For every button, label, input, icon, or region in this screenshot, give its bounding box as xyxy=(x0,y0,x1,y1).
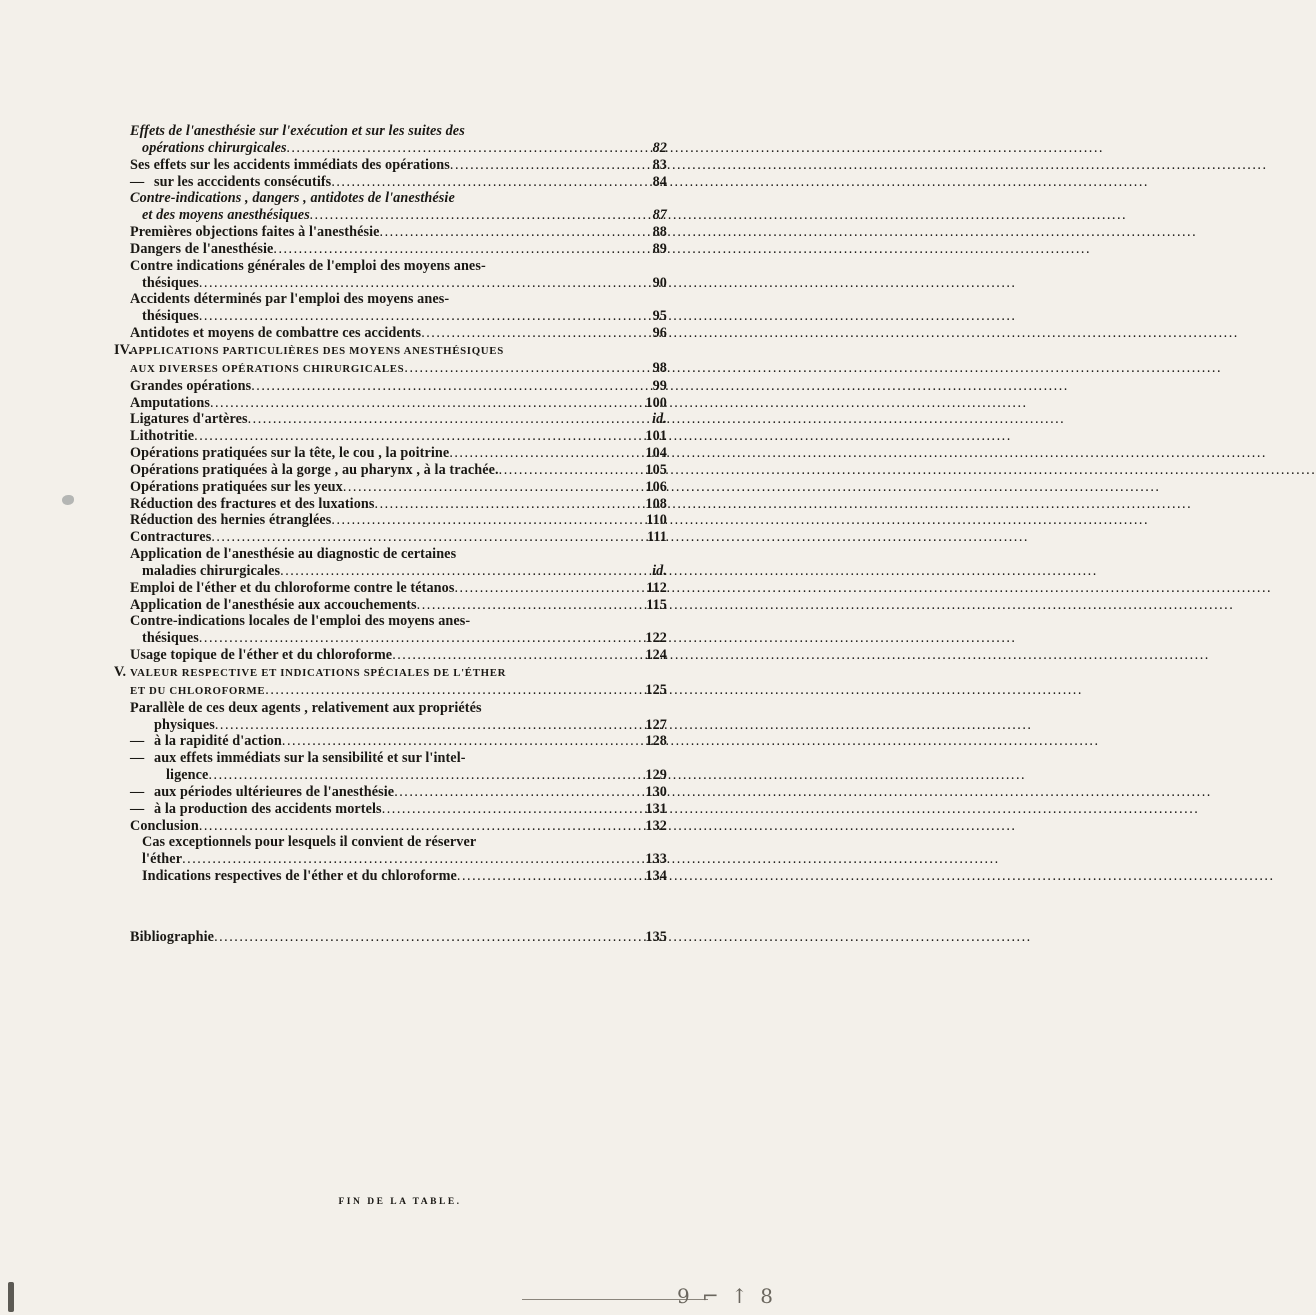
page-number: 110 xyxy=(646,512,667,529)
toc-entry-title xyxy=(130,395,210,412)
toc-entry-title xyxy=(130,445,449,462)
toc-title-text: Opérations pratiquées sur la tête, le cou , la poitrine xyxy=(130,445,450,462)
toc-entry-title xyxy=(130,784,394,801)
toc-entry xyxy=(130,580,667,597)
toc-entry-title xyxy=(130,157,450,174)
dot-leader xyxy=(450,157,641,174)
dot-leader xyxy=(331,174,641,191)
dot-leader xyxy=(248,411,641,428)
toc-title-text: thésiques xyxy=(142,308,199,325)
toc-entry-title xyxy=(142,868,457,885)
toc-entry xyxy=(130,479,667,496)
page-number: 83 xyxy=(652,156,667,173)
toc-entry-title xyxy=(130,929,214,946)
dot-leader xyxy=(214,929,641,946)
dot-leader xyxy=(457,868,641,885)
ditto-dash: — xyxy=(130,783,145,800)
page-number: 122 xyxy=(645,630,667,647)
toc-entry-title xyxy=(130,512,331,529)
toc-heading-text: Effets de l'anesthésie sur l'exécution et sur les suites des xyxy=(130,123,465,139)
page-number: 128 xyxy=(645,733,667,750)
toc-title-text: AUX DIVERSES OPÉRATIONS CHIRURGICALES xyxy=(130,362,405,375)
toc-entry xyxy=(130,767,667,784)
toc-entry xyxy=(130,275,667,292)
toc-title-text: Ligatures d'artères xyxy=(130,411,248,428)
toc-title-text: Usage topique de l'éther et du chloroforme xyxy=(130,647,393,664)
toc-entry xyxy=(130,224,667,241)
dot-leader xyxy=(210,395,641,412)
toc-title-text: Indications respectives de l'éther et du chloroforme xyxy=(142,868,457,885)
toc-entry-title xyxy=(130,818,199,835)
toc-entry xyxy=(130,630,667,647)
toc-entry xyxy=(130,717,667,734)
toc-entry xyxy=(130,428,667,445)
toc-heading-text: aux effets immédiats sur la sensibilité et sur l'intel- xyxy=(154,750,466,767)
toc-title-text: Bibliographie xyxy=(130,928,215,945)
page-number: 134 xyxy=(645,868,667,885)
toc-entry xyxy=(130,597,667,614)
toc-entry xyxy=(130,851,667,868)
toc-entry-title xyxy=(130,683,265,700)
dot-leader xyxy=(421,325,641,342)
toc-title-text: aux périodes ultérieures de l'anesthésie xyxy=(154,783,395,800)
dot-leader xyxy=(454,580,641,597)
toc-entry xyxy=(130,733,667,750)
toc-entry-title xyxy=(130,647,392,664)
dot-leader xyxy=(404,360,641,377)
toc-entry-title xyxy=(130,462,499,479)
page-number: 132 xyxy=(645,817,667,834)
toc-entry xyxy=(130,140,667,157)
end-of-table-label: FIN DE LA TABLE. xyxy=(338,1197,462,1207)
toc-entry xyxy=(130,445,667,462)
toc-entry-title xyxy=(142,630,199,647)
toc-entry-text xyxy=(130,834,667,851)
toc-title-text: sur les acccidents consécutifs xyxy=(154,173,332,190)
page-number: 105 xyxy=(645,461,667,478)
ink-stain xyxy=(62,495,74,505)
toc-title-text: Ses effets sur les accidents immédiats des opérations xyxy=(130,156,450,173)
toc-title-text: Premières objections faites à l'anesthésie xyxy=(130,224,380,241)
section-gap xyxy=(130,885,667,929)
toc-entry-text xyxy=(130,546,667,563)
page-number: 84 xyxy=(652,173,667,190)
dot-leader xyxy=(287,140,641,157)
toc-entry-title xyxy=(154,717,215,734)
toc-entry-title xyxy=(142,275,199,292)
toc-heading-text: Accidents déterminés par l'emploi des moyens anes- xyxy=(130,291,450,308)
toc-entry-text xyxy=(130,258,667,275)
toc-entry xyxy=(130,818,667,835)
page-number: 87 xyxy=(652,207,667,224)
toc-title-text: thésiques xyxy=(142,630,199,647)
toc-entry xyxy=(130,529,667,546)
page-number: 124 xyxy=(645,647,667,664)
toc-title-text: Dangers de l'anesthésie xyxy=(130,240,274,257)
dot-leader xyxy=(280,563,641,580)
toc-entry xyxy=(130,207,667,224)
toc-title-text: opérations chirurgicales xyxy=(142,139,287,156)
dot-leader xyxy=(282,733,641,750)
dot-leader xyxy=(331,512,641,529)
page-number: 125 xyxy=(645,681,667,698)
toc-entry xyxy=(130,462,667,479)
toc-entry-title xyxy=(130,479,343,496)
ditto-dash: — xyxy=(130,800,145,817)
toc-title-text: Réduction des hernies étranglées xyxy=(130,512,332,529)
toc-entry-title xyxy=(130,597,417,614)
page-number: 82 xyxy=(652,139,667,156)
page-number: 133 xyxy=(645,851,667,868)
page-number: 100 xyxy=(645,394,667,411)
toc-title-text: et des moyens anesthésiques xyxy=(142,207,310,224)
toc-entry-title xyxy=(130,174,331,191)
toc-entry-text xyxy=(130,700,667,717)
dot-leader xyxy=(265,682,641,699)
toc-title-text: Grandes opérations xyxy=(130,377,252,394)
dot-leader xyxy=(199,630,641,647)
toc-entry-title xyxy=(130,733,282,750)
page-number: 106 xyxy=(645,478,667,495)
dot-leader xyxy=(394,784,641,801)
page-number: 104 xyxy=(645,445,667,462)
toc-entry-title xyxy=(130,801,382,818)
toc-entry-title xyxy=(130,361,404,378)
toc-heading-text: Contre indications générales de l'emploi des moyens anes- xyxy=(130,257,486,274)
dot-leader xyxy=(392,647,641,664)
page-number: id. xyxy=(652,411,667,428)
toc-entry xyxy=(130,784,667,801)
page-number: 96 xyxy=(652,325,667,342)
dot-leader xyxy=(199,275,641,292)
toc-entry xyxy=(130,496,667,513)
toc-entry-title xyxy=(142,308,199,325)
page-number: 95 xyxy=(652,308,667,325)
ditto-dash: — xyxy=(130,750,145,767)
toc-heading-text: VALEUR RESPECTIVE ET INDICATIONS SPÉCIALES DE L'ÉTHER xyxy=(130,667,507,679)
dot-leader xyxy=(199,308,641,325)
toc-entry xyxy=(130,241,667,258)
dot-leader xyxy=(215,717,641,734)
toc-title-text: à la production des accidents mortels xyxy=(154,800,382,817)
toc-entry xyxy=(130,647,667,664)
toc-title-text: Amputations xyxy=(130,394,210,411)
toc-entry xyxy=(130,801,667,818)
dot-leader xyxy=(375,496,641,513)
toc-heading-text: Application de l'anesthésie au diagnostic de certaines xyxy=(130,546,457,563)
toc-title-text: maladies chirurgicales xyxy=(142,562,281,579)
page-number: 89 xyxy=(652,240,667,257)
page-number: 129 xyxy=(645,767,667,784)
dot-leader xyxy=(251,378,641,395)
toc-entry xyxy=(130,512,667,529)
toc-entry xyxy=(130,308,667,325)
toc-title-text: Application de l'anesthésie aux accouchements xyxy=(130,596,417,613)
page-number: id. xyxy=(652,562,667,579)
toc-entry-title xyxy=(130,428,194,445)
toc-entry-text xyxy=(114,664,667,682)
toc-entry xyxy=(130,157,667,174)
section-numeral: IV. xyxy=(114,341,132,358)
toc-heading-text: Parallèle de ces deux agents , relativement aux propriétés xyxy=(130,699,482,716)
toc-title-text: ligence xyxy=(166,767,209,784)
toc-entry xyxy=(130,378,667,395)
toc-entry xyxy=(130,360,667,378)
toc-entry xyxy=(130,174,667,191)
toc-entry-text xyxy=(130,750,667,767)
toc-title-text: Conclusion xyxy=(130,817,199,834)
toc-entry-text xyxy=(130,123,667,140)
toc-entry-title xyxy=(142,563,280,580)
toc-entry-title xyxy=(130,529,211,546)
page-number: 130 xyxy=(645,783,667,800)
toc-entry xyxy=(130,929,667,946)
toc-title-text: Contractures xyxy=(130,529,212,546)
toc-title-text: ET DU CHLOROFORME xyxy=(130,684,266,697)
dot-leader xyxy=(273,241,641,258)
dot-leader xyxy=(343,479,641,496)
page-number: 88 xyxy=(652,224,667,241)
toc-title-text: Réduction des fractures et des luxations xyxy=(130,495,375,512)
ditto-dash: — xyxy=(130,173,145,190)
dot-leader xyxy=(208,767,641,784)
toc-entry-title xyxy=(130,580,454,597)
page-edge-mark xyxy=(8,1282,14,1312)
toc-title-text: Antidotes et moyens de combattre ces accidents xyxy=(130,325,422,342)
toc-heading-text: Cas exceptionnels pour lesquels il convient de réserver xyxy=(142,834,477,851)
section-numeral: V. xyxy=(114,664,127,680)
toc-entry-text xyxy=(130,613,667,630)
toc-entry-title xyxy=(130,241,273,258)
toc-title-text: à la rapidité d'action xyxy=(154,733,282,750)
dot-leader xyxy=(449,445,641,462)
page-number: 115 xyxy=(646,596,667,613)
dot-leader xyxy=(417,597,641,614)
toc-entry xyxy=(130,325,667,342)
toc-entry-text xyxy=(114,341,667,360)
toc-entry-title xyxy=(130,325,421,342)
dot-leader xyxy=(382,801,641,818)
page-number: 112 xyxy=(646,579,667,596)
toc-heading-text: APPLICATIONS PARTICULIÈRES DES MOYENS ANESTHÉSIQUES xyxy=(130,344,504,357)
toc-title-text: Opérations pratiquées à la gorge , au pharynx , à la trachée. xyxy=(130,461,499,478)
page-number: 131 xyxy=(645,800,667,817)
dot-leader xyxy=(194,428,641,445)
dot-leader xyxy=(199,818,641,835)
page-number: 111 xyxy=(646,529,667,546)
dot-leader xyxy=(310,207,641,224)
toc-title-text: Lithotritie xyxy=(130,428,195,445)
toc-entry-title xyxy=(130,378,251,395)
page-number: 99 xyxy=(652,377,667,394)
toc-entry-title xyxy=(130,496,375,513)
toc-entry xyxy=(130,563,667,580)
dot-leader xyxy=(380,224,641,241)
toc-entry-title xyxy=(130,411,248,428)
handwritten-marks: 9 ⌐ ↑ 8 xyxy=(676,1284,776,1308)
toc-title-text: physiques xyxy=(154,716,215,733)
toc-entry xyxy=(130,395,667,412)
toc-entry-title xyxy=(142,207,310,224)
toc-entry xyxy=(130,411,667,428)
toc-title-text: Opérations pratiquées sur les yeux xyxy=(130,478,343,495)
toc-entry-title xyxy=(130,224,380,241)
toc-title-text: Emploi de l'éther et du chloroforme contre le tétanos xyxy=(130,579,455,596)
dot-leader xyxy=(211,529,641,546)
toc-heading-text: Contre-indications , dangers , antidotes de l'anesthésie xyxy=(130,190,455,207)
page-number: 98 xyxy=(652,359,667,376)
toc-entry xyxy=(130,682,667,700)
toc-entry-title xyxy=(142,851,182,868)
toc-entry-text xyxy=(130,291,667,308)
toc-title-text: thésiques xyxy=(142,274,199,291)
toc-entry-text xyxy=(130,190,667,207)
toc-entry xyxy=(130,868,667,885)
toc-entry-title xyxy=(166,767,208,784)
page-number: 135 xyxy=(645,928,667,945)
toc-heading-text: Contre-indications locales de l'emploi des moyens anes- xyxy=(130,613,471,630)
page-number: 127 xyxy=(645,716,667,733)
toc-entry-title xyxy=(142,140,287,157)
page-number: 90 xyxy=(652,274,667,291)
page-number: 108 xyxy=(645,495,667,512)
ditto-dash: — xyxy=(130,733,145,750)
page-number: 101 xyxy=(645,428,667,445)
dot-leader xyxy=(499,462,641,479)
table-of-contents xyxy=(114,123,667,946)
dot-leader xyxy=(182,851,641,868)
toc-title-text: l'éther xyxy=(142,851,183,868)
